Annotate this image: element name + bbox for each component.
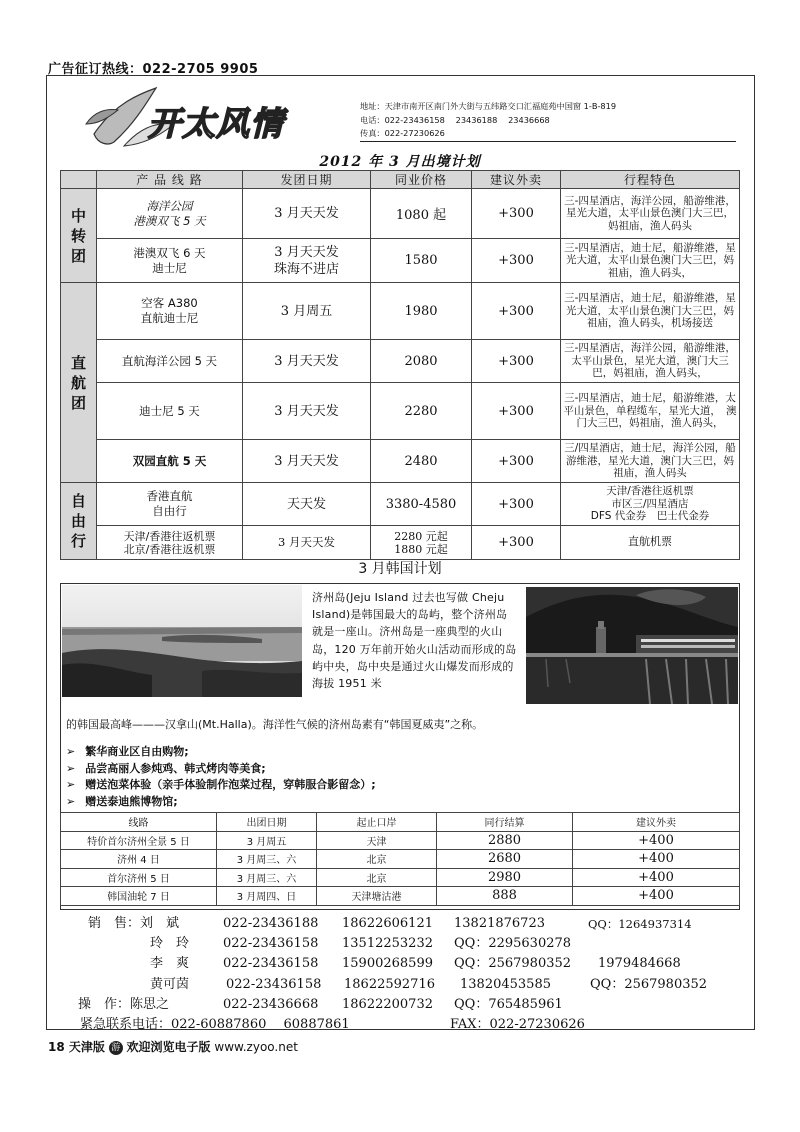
contact-mobile: 18622606121 bbox=[342, 916, 433, 931]
contact-phone: 022-23436668 bbox=[223, 996, 319, 1012]
bullet-arrow-icon: ➢ bbox=[66, 745, 76, 758]
product: 香港直航 自由行 bbox=[97, 483, 243, 526]
contact-mobile: 18622200732 bbox=[342, 996, 433, 1012]
contact-phone: 022-23436158 bbox=[223, 936, 319, 952]
product: 空客 A380 直航迪士尼 bbox=[97, 283, 243, 340]
route: 首尔济州 5 日 bbox=[61, 868, 217, 887]
page-footer bbox=[48, 1038, 298, 1055]
page-number: 18 天津版 bbox=[48, 1040, 105, 1054]
bullet-arrow-icon: ➢ bbox=[66, 794, 76, 808]
list-item bbox=[66, 761, 376, 778]
bullet-arrow-icon: ➢ bbox=[66, 778, 76, 791]
product: 双园直航 5 天 bbox=[97, 440, 243, 483]
feature: 天津/香港往返机票 市区三/四星酒店 DFS 代金券 巴士代金券 bbox=[561, 483, 740, 526]
table-row bbox=[61, 850, 740, 869]
suggest: +300 bbox=[472, 283, 561, 340]
feature: 三-四星酒店，迪士尼，船游维港，星光大道，太平山景色澳门大三巴，妈祖庙，渔人码头，机场接送 bbox=[561, 283, 740, 340]
contact-qq: QQ：2567980352 bbox=[590, 976, 708, 992]
date: 3 月周三、六 bbox=[217, 850, 317, 869]
header-blank bbox=[61, 171, 97, 189]
suggest: +400 bbox=[573, 887, 740, 906]
contact-mobile: 18622592716 bbox=[344, 976, 435, 992]
price: 2480 bbox=[371, 440, 472, 483]
date: 3 月天天发 bbox=[243, 189, 371, 239]
list-item-text: 赠送泡菜体验（亲手体验制作泡菜过程，穿韩服合影留念）; bbox=[85, 778, 376, 791]
contact-mobile: 13512253232 bbox=[342, 936, 433, 952]
price: 2080 bbox=[371, 340, 472, 383]
list-item-text: 赠送泰迪熊博物馆; bbox=[85, 794, 178, 808]
contact-qq: QQ：765485961 bbox=[454, 996, 563, 1012]
product: 海洋公园 港澳双飞 5 天 bbox=[97, 189, 243, 239]
feature: 三-四星酒店，迪士尼，船游维港，星光大道，太平山景色澳门大三巴，妈祖庙，渔人码头， bbox=[561, 239, 740, 283]
korea-plan-table bbox=[60, 812, 740, 906]
price: 1580 bbox=[371, 239, 472, 283]
emergency-fax: FAX：022-27230626 bbox=[450, 1016, 585, 1032]
plan-title: 2012 年 3 月出境计划 bbox=[319, 154, 481, 170]
col-port: 起止口岸 bbox=[317, 813, 437, 832]
contact-mobile-2: 13820453585 bbox=[460, 976, 551, 992]
settle: 2880 bbox=[437, 831, 573, 850]
table-row bbox=[61, 340, 740, 383]
list-item bbox=[66, 794, 376, 811]
date: 3 月天天发 bbox=[243, 526, 371, 560]
port: 北京 bbox=[317, 868, 437, 887]
contact-info bbox=[360, 100, 616, 141]
logo-text: 开太风情 bbox=[148, 104, 284, 143]
contact-mobile: 15900268599 bbox=[342, 956, 433, 972]
fax: 传真：022-27230626 bbox=[360, 128, 445, 138]
feature: 三/四星酒店，迪士尼，海洋公园，船游维港，星光大道，澳门大三巴，妈祖庙，渔人码头 bbox=[561, 440, 740, 483]
route: 特价首尔济州全景 5 日 bbox=[61, 831, 217, 850]
settle: 2680 bbox=[437, 850, 573, 869]
table-row bbox=[61, 239, 740, 283]
route: 韩国油轮 7 日 bbox=[61, 887, 217, 906]
date: 3 月周四、日 bbox=[217, 887, 317, 906]
table-row bbox=[61, 283, 740, 340]
col-product: 产 品 线 路 bbox=[97, 171, 243, 189]
col-feature: 行程特色 bbox=[561, 171, 740, 189]
suggest: +300 bbox=[472, 383, 561, 440]
date: 3 月天天发 bbox=[243, 383, 371, 440]
address: 地址：天津市南开区南门外大街与五纬路交口汇福庭苑中国窗 1-B-819 bbox=[360, 101, 617, 111]
price: 2280 元起 1880 元起 bbox=[371, 526, 472, 560]
col-route: 线路 bbox=[61, 813, 217, 832]
list-item-text: 品尝高丽人参炖鸡、韩式烤肉等美食; bbox=[85, 761, 266, 775]
table-row bbox=[61, 440, 740, 483]
table-row bbox=[61, 483, 740, 526]
price: 2280 bbox=[371, 383, 472, 440]
contact-name: 黄可茵 bbox=[150, 976, 190, 992]
col-settle: 同行结算 bbox=[437, 813, 573, 832]
group-label: 中 转 团 bbox=[61, 189, 97, 283]
outbound-plan-table bbox=[60, 170, 740, 560]
date: 3 月周三、六 bbox=[217, 868, 317, 887]
date: 天天发 bbox=[243, 483, 371, 526]
suggest: +400 bbox=[573, 831, 740, 850]
port: 天津 bbox=[317, 831, 437, 850]
price: 3380-4580 bbox=[371, 483, 472, 526]
settle: 2980 bbox=[437, 868, 573, 887]
contact-mobile-2: 13821876723 bbox=[454, 916, 545, 931]
list-item bbox=[66, 777, 376, 794]
korea-title: 3 月韩国计划 bbox=[358, 561, 442, 577]
product: 天津/香港往返机票 北京/香港往返机票 bbox=[97, 526, 243, 560]
list-item-text: 繁华商业区自由购物; bbox=[85, 745, 189, 758]
group-label: 自 由 行 bbox=[61, 483, 97, 560]
date: 3 月周五 bbox=[243, 283, 371, 340]
contact-phone: 022-23436158 bbox=[226, 976, 322, 992]
header-divider bbox=[360, 141, 736, 142]
website-link[interactable]: www.zyoo.net bbox=[214, 1040, 298, 1054]
date: 3 月天天发 bbox=[243, 440, 371, 483]
table-row bbox=[61, 887, 740, 906]
feature: 三-四星酒店，海洋公园，船游维港，太平山景色，星光大道，澳门大三巴，妈祖庙，渔人码头， bbox=[561, 340, 740, 383]
contact-name: 玲 玲 bbox=[150, 936, 190, 952]
product: 直航海洋公园 5 天 bbox=[97, 340, 243, 383]
contact-phone: 022-23436158 bbox=[223, 956, 319, 972]
feature: 直航机票 bbox=[561, 526, 740, 560]
table-row bbox=[61, 831, 740, 850]
suggest: +300 bbox=[472, 440, 561, 483]
jeju-description: 济州岛(Jeju Island 过去也写做 Cheju Island)是韩国最大的岛屿，整个济州岛就是一座山。济州岛是一座典型的火山岛，120 万年前开始火山活动而形成的岛屿中央，岛中央是通过火山爆发而形成的海拔 1951 米 bbox=[312, 591, 517, 691]
suggest: +300 bbox=[472, 526, 561, 560]
feature: 三-四星酒店，迪士尼，船游维港，太平山景色，单程缆车，星光大道， 澳门大三巴，妈祖庙，渔人码头， bbox=[561, 383, 740, 440]
emergency-phone: 紧急联系电话：022-60887860 60887861 bbox=[80, 1016, 350, 1032]
suggest: +300 bbox=[472, 189, 561, 239]
table-row bbox=[61, 526, 740, 560]
contact-name: 操 作：陈思之 bbox=[78, 996, 170, 1012]
contact-qq: QQ：2295630278 bbox=[454, 936, 572, 952]
col-date: 出团日期 bbox=[217, 813, 317, 832]
product: 港澳双飞 6 天 迪士尼 bbox=[97, 239, 243, 283]
date: 3 月天天发 珠海不进店 bbox=[243, 239, 371, 283]
phone: 电话：022-23436158 23436188 23436668 bbox=[360, 114, 550, 125]
price: 1980 bbox=[371, 283, 472, 340]
bullet-arrow-icon: ➢ bbox=[66, 761, 76, 775]
table-row bbox=[61, 383, 740, 440]
contact-qq-2: 1979484668 bbox=[598, 956, 681, 972]
contact-qq: QQ：2567980352 bbox=[454, 956, 572, 972]
contact-phone: 022-23436188 bbox=[223, 916, 319, 931]
port: 天津塘沽港 bbox=[317, 887, 437, 906]
col-suggest: 建议外卖 bbox=[573, 813, 740, 832]
korea-features-list bbox=[66, 744, 376, 810]
col-date: 发团日期 bbox=[243, 171, 371, 189]
ad-hotline: 广告征订热线：022-2705 9905 bbox=[48, 62, 259, 77]
route: 济州 4 日 bbox=[61, 850, 217, 869]
settle: 888 bbox=[437, 887, 573, 906]
date: 3 月周五 bbox=[217, 831, 317, 850]
night-city-photo bbox=[526, 587, 738, 704]
jeju-description-cont: 的韩国最高峰———汉拿山(Mt.Halla)。海洋性气候的济州岛素有“韩国夏威夷”之称。 bbox=[66, 718, 484, 731]
col-price: 同业价格 bbox=[371, 171, 472, 189]
contact-qq: QQ：1264937314 bbox=[588, 917, 692, 931]
list-item bbox=[66, 744, 376, 761]
product: 迪士尼 5 天 bbox=[97, 383, 243, 440]
badge-icon: 游 bbox=[109, 1041, 123, 1055]
feature: 三-四星酒店，海洋公园，船游维港，星光大道，太平山景色澳门大三巴，妈祖庙，渔人码头 bbox=[561, 189, 740, 239]
jeju-coast-photo bbox=[62, 585, 302, 697]
col-suggest: 建议外卖 bbox=[472, 171, 561, 189]
suggest: +300 bbox=[472, 340, 561, 383]
group-label: 直 航 团 bbox=[61, 283, 97, 483]
port: 北京 bbox=[317, 850, 437, 869]
date: 3 月天天发 bbox=[243, 340, 371, 383]
suggest: +400 bbox=[573, 868, 740, 887]
suggest: +300 bbox=[472, 239, 561, 283]
contact-name: 李 爽 bbox=[150, 956, 190, 972]
suggest: +300 bbox=[472, 483, 561, 526]
welcome-text: 欢迎浏览电子版 bbox=[126, 1040, 211, 1054]
table-row bbox=[61, 868, 740, 887]
suggest: +400 bbox=[573, 850, 740, 869]
price: 1080 起 bbox=[371, 189, 472, 239]
table-row bbox=[61, 189, 740, 239]
contact-name: 销 售：刘 斌 bbox=[88, 916, 180, 931]
